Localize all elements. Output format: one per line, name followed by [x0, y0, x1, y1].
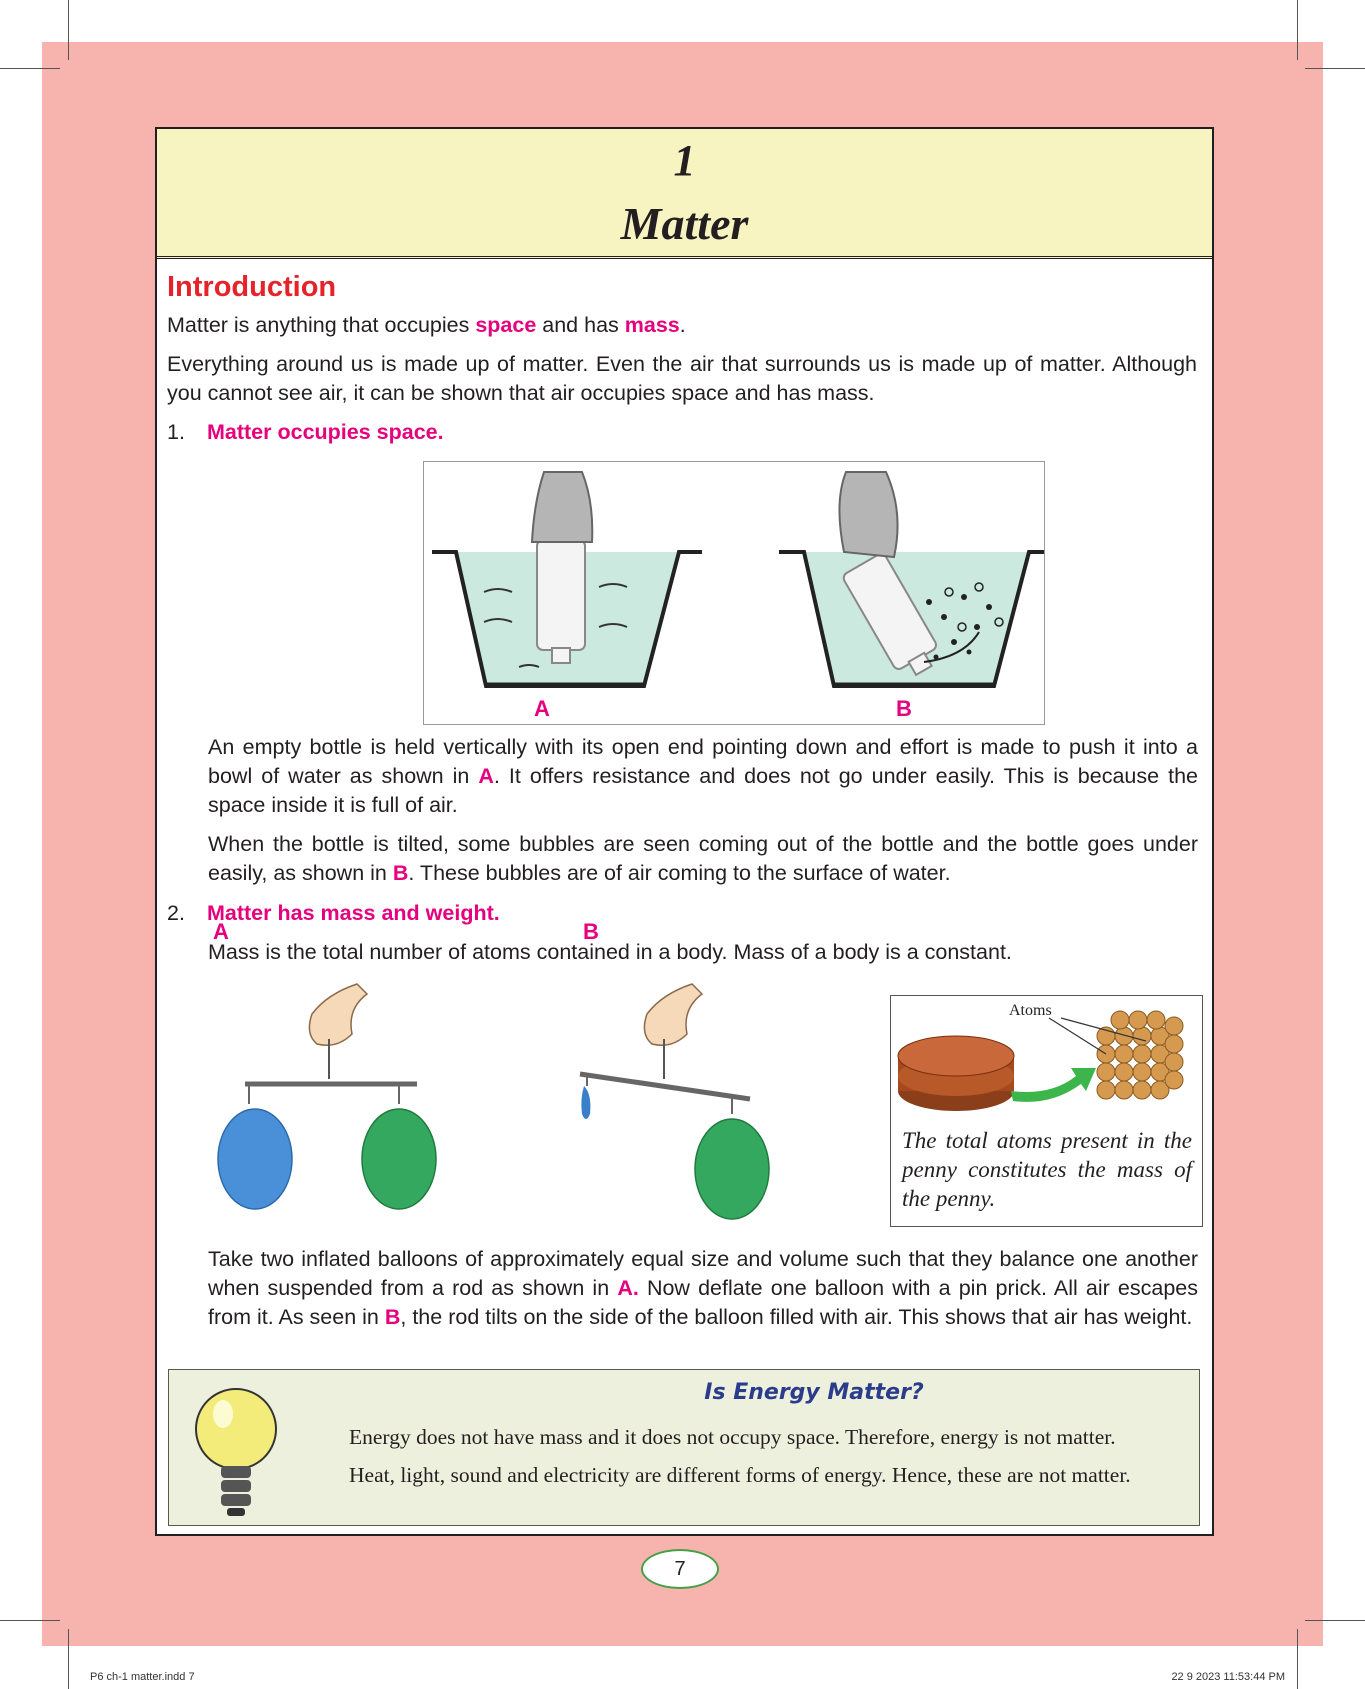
crop-mark	[68, 1629, 69, 1689]
balloon-figure-a	[217, 974, 437, 1224]
hand-icon	[309, 984, 367, 1045]
point2-text	[167, 899, 1197, 967]
intro-paragraph: Everything around us is made up of matter. Even the air that surrounds us is made up of matter. Although you cannot see air, it can be shown that air occupies space and has mass.	[167, 352, 1197, 405]
energy-line-1: Energy does not have mass and it does not occupy space. Therefore, energy is not matter.	[349, 1425, 1116, 1449]
deflated-balloon	[581, 1086, 590, 1119]
hand-icon	[644, 984, 702, 1045]
bottle-illustration	[424, 462, 1044, 724]
intro-heading: Introduction	[167, 271, 337, 303]
atoms-figure	[890, 995, 1203, 1227]
balloon-label-b: B	[583, 919, 599, 944]
crop-mark	[68, 0, 69, 60]
penny-stack	[898, 1036, 1014, 1111]
crop-mark	[1297, 1629, 1298, 1689]
point1-heading: 1. Matter occupies space.	[167, 420, 444, 444]
green-balloon	[362, 1109, 436, 1209]
figure-label-b: B	[896, 696, 912, 721]
crop-mark	[0, 1620, 60, 1621]
point2-heading: 2. Matter has mass and weight.	[167, 901, 500, 925]
point2-para1: Mass is the total number of atoms contained in a body. Mass of a body is a constant.	[208, 940, 1012, 964]
slug-timestamp: 22 9 2023 11:53:44 PM	[1171, 1671, 1285, 1683]
keyword-mass: mass	[624, 313, 680, 337]
point1-para2: When the bottle is tilted, some bubbles are seen coming out of the bottle and the bottle goes under easily, as shown in B. These bubbles are of air coming to the surface of water.	[208, 832, 1198, 885]
point1-text	[208, 733, 1198, 888]
energy-line-2: Heat, light, sound and electricity are different forms of energy. Hence, these are not matter.	[349, 1463, 1131, 1487]
point2-para2: Take two inflated balloons of approximately equal size and volume such that they balance one another when suspended from a rod as shown in A. Now deflate one balloon with a pin prick. All air escapes from it. As seen in B, the rod tilts on the side of the balloon filled with air. This shows that air has weight.	[208, 1247, 1198, 1329]
chapter-content	[167, 269, 1197, 447]
crop-mark	[1305, 68, 1365, 69]
figure-label-a: A	[534, 696, 550, 721]
crop-mark	[0, 68, 60, 69]
arrow-icon	[1011, 1068, 1096, 1102]
atom-cube	[1097, 1011, 1183, 1099]
hand-a	[532, 472, 592, 542]
atoms-label: Atoms	[1009, 1002, 1052, 1019]
bottle-a	[537, 540, 585, 650]
page-number: 7	[641, 1549, 719, 1589]
hand-b	[839, 472, 897, 557]
keyword-space: space	[475, 313, 537, 337]
atoms-caption: The total atoms present in the penny constitutes the mass of the penny.	[902, 1128, 1192, 1211]
content-panel	[155, 127, 1214, 1536]
green-balloon	[695, 1119, 769, 1219]
chapter-title: Matter	[620, 198, 749, 249]
balloon-label-a: A	[213, 919, 229, 944]
chapter-number: 1	[673, 136, 696, 185]
intro-definition: Matter is anything that occupies space and has mass.	[167, 313, 686, 337]
energy-box-text	[349, 1418, 1187, 1494]
point2-balloon-text	[208, 1245, 1198, 1332]
blue-balloon	[218, 1109, 292, 1209]
energy-info-box	[168, 1369, 1200, 1526]
crop-mark	[1297, 0, 1298, 60]
slug-filename: P6 ch-1 matter.indd 7	[90, 1671, 195, 1683]
bottle-figure	[423, 461, 1045, 725]
balloon-figure-b	[572, 974, 772, 1224]
crop-mark	[1305, 1620, 1365, 1621]
point1-para1: An empty bottle is held vertically with its open end pointing down and effort is made to push it into a bowl of water as shown in A. It offers resistance and does not go under easily. This is because the space inside it is full of air.	[208, 735, 1198, 817]
chapter-title-box	[157, 129, 1212, 259]
energy-box-title: Is Energy Matter?	[704, 1380, 924, 1405]
